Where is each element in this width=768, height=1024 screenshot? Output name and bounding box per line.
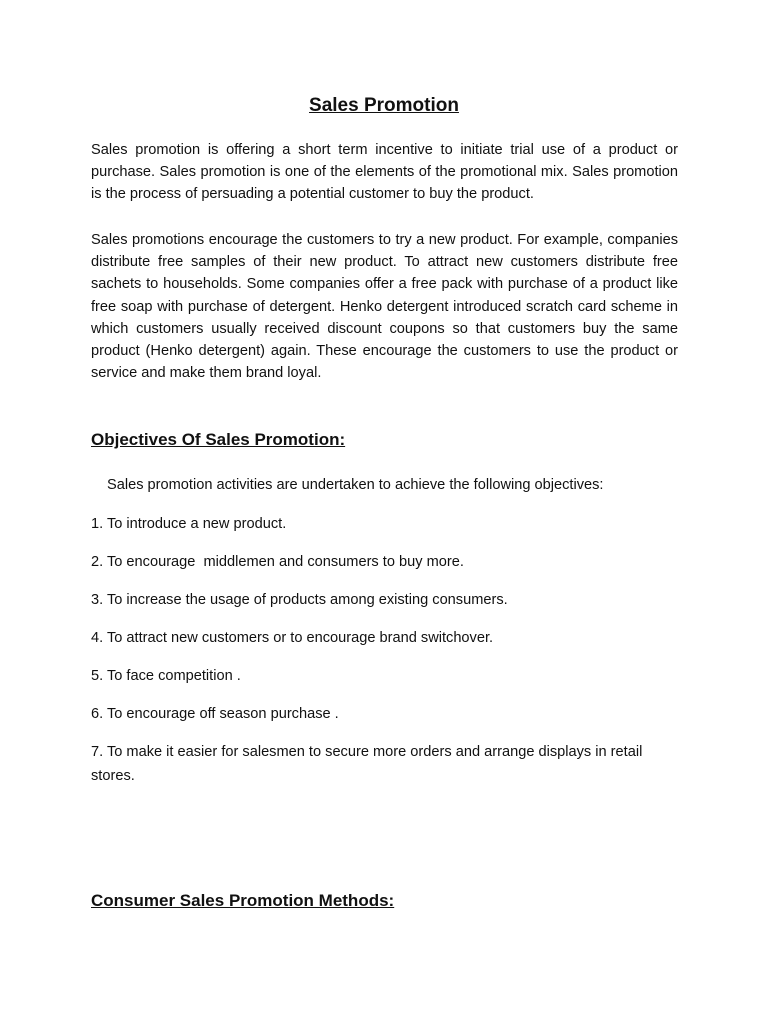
objective-item: 1. To introduce a new product.: [91, 516, 287, 532]
examples-paragraph: Sales promotions encourage the customers to try a new product. For example, companies distribute free samples of their new product. To attract new customers distribute free sachets to households. Some companies offer a free pack with purchase of a product like free soap with purchase of detergent. Henko detergent introduced scratch card scheme in which customers usually received discount coupons so that customers buy the same product (Henko detergent) again. These encourage the customers to use the product or service and make them brand loyal.: [91, 232, 678, 382]
objective-item: 7. To make it easier for salesmen to secure more orders and arrange displays in retail stores.: [91, 744, 647, 784]
objectives-heading: Objectives Of Sales Promotion:: [91, 430, 346, 449]
objectives-list: [91, 512, 678, 802]
objective-item: 4. To attract new customers or to encourage brand switchover.: [91, 630, 494, 646]
objective-item: 2. To encourage middlemen and consumers to buy more.: [91, 554, 464, 570]
objective-item: 3. To increase the usage of products among existing consumers.: [91, 592, 508, 608]
objectives-intro: Sales promotion activities are undertaken to achieve the following objectives:: [107, 477, 604, 493]
intro-paragraph: Sales promotion is offering a short term incentive to initiate trial use of a product or purchase. Sales promotion is one of the elements of the promotional mix. Sales promotion is the process of persuading a potential customer to buy the product.: [91, 142, 678, 203]
objective-item: 5. To face competition .: [91, 668, 241, 684]
page-title: Sales Promotion: [309, 95, 459, 116]
consumer-methods-heading: Consumer Sales Promotion Methods:: [91, 891, 395, 910]
objective-item: 6. To encourage off season purchase .: [91, 706, 339, 722]
